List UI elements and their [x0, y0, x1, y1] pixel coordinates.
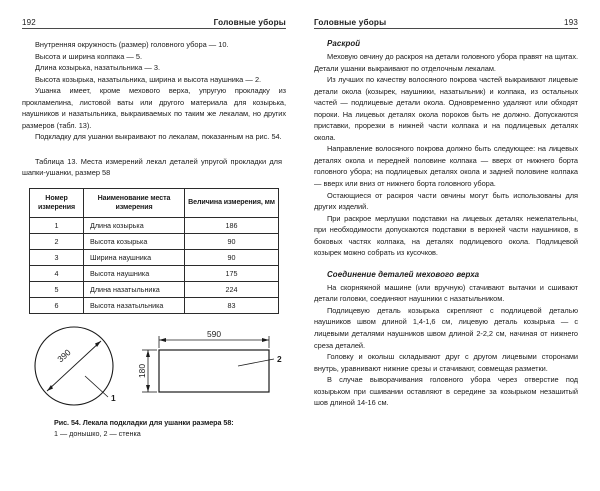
cell-number: 3 — [30, 249, 84, 265]
figure-caption-legend: 1 — донышко, 2 — стенка — [54, 429, 141, 439]
table-header-cell-number: Номер измерения — [30, 188, 84, 217]
figure-54-drawing — [22, 324, 294, 416]
paragraph-right-1: Меховую овчину до раскроя на детали головного убора правят на щитах. Детали ушанки выкраивают по отделочным лекалам. — [314, 52, 578, 73]
cell-number: 6 — [30, 297, 84, 313]
cell-number: 4 — [30, 265, 84, 281]
cell-value: 224 — [185, 281, 279, 297]
spec-line-3: Длина козырька, назатыльника — 3. — [35, 63, 160, 73]
width-arrowhead-left — [159, 338, 166, 342]
cell-value: 90 — [185, 249, 279, 265]
callout-1-label: 1 — [111, 392, 116, 403]
cell-value: 186 — [185, 217, 279, 233]
callout-1-leader — [85, 376, 108, 397]
paragraph-left-2: Ушанка имеет, кроме мехового верха, упругую прокладку из прокламелина, листовой ваты или другого материала для козырька, наушников и назатыльника, выкраиваемых по таким же лекалам, но других размеров (табл. 13). — [22, 86, 286, 130]
running-head-left — [22, 14, 286, 29]
folio-left: 192 — [22, 18, 36, 27]
measurements-table — [29, 188, 279, 314]
section-heading-raskroy: Раскрой — [327, 39, 361, 48]
running-head-right — [314, 14, 578, 29]
table-row — [30, 217, 279, 233]
section-heading-soedinenie: Соединение деталей мехового верха — [327, 269, 480, 279]
paragraph-right-8: Головку и околыш складывают друг с другом лицевыми сторонами внутрь, уравнивают нижние срезы и стачивают, совмещая разметки. — [314, 352, 578, 373]
table-row — [30, 233, 279, 249]
paragraph-right-6: На скорняжной машине (или вручную) стачивают вытачки и сшивают детали головки, соединяют наушники с назатыльником. — [314, 282, 578, 304]
rect-width-label: 590 — [207, 328, 221, 339]
callout-2-label: 2 — [277, 353, 282, 364]
cell-name: Высота козырька — [84, 233, 185, 249]
page-right — [300, 0, 600, 491]
rect-side-piece — [159, 350, 269, 392]
table-header-row — [30, 188, 279, 217]
height-arrowhead-bottom — [146, 385, 150, 392]
paragraph-right-2: Из лучших по качеству волосяного покрова частей выкраивают лицевые детали окола (козырек, наушники, назатыльник) и колпака, из остальных частей — подлицевые детали окола. Одновременно удаляют или обходят пороки. На лицевых деталях окола пороков быть не должно. Допускаются приставки, прорезки в нижней части колпака и на подлицевых деталях окола. — [314, 75, 578, 142]
table-caption: Таблица 13. Места измерений лекал деталей упругой прокладки для шапки-ушанки, размер 58 — [22, 156, 282, 178]
cell-name: Высота наушника — [84, 265, 185, 281]
paragraph-left-1: Высота козырька, назатыльника, ширина и высота наушника — 2. — [35, 74, 262, 84]
paragraph-right-9: В случае выворачивания головного убора через отверстие под козырьком при сшивании оставляют в середине за козырьком незашитый шов длиной 14-16 см. — [314, 375, 578, 408]
spec-line-1: Внутренняя окружность (размер) головного убора — 10. — [35, 40, 229, 49]
paragraph-left-3: Подкладку для ушанки выкраивают по лекалам, показанным на рис. 54. — [35, 132, 282, 142]
cell-number: 5 — [30, 281, 84, 297]
table-row — [30, 281, 279, 297]
table-row — [30, 297, 279, 313]
running-title-left: Головные уборы — [213, 18, 286, 27]
rect-height-label: 180 — [137, 363, 147, 378]
table-row — [30, 265, 279, 281]
spec-line-2: Высота и ширина колпака — 5. — [35, 51, 143, 61]
table-header-cell-value: Величина измерения, мм — [185, 188, 279, 217]
cell-name: Длина козырька — [84, 217, 185, 233]
running-title-right: Головные уборы — [314, 18, 387, 27]
paragraph-right-4: Остающиеся от раскроя части овчины могут быть использованы для других изделий. — [314, 190, 578, 212]
cell-number: 1 — [30, 217, 84, 233]
width-arrowhead-right — [262, 338, 269, 342]
paragraph-right-7: Подлицевую деталь козырька скрепляют с подлицевой деталью наушников швом длиной 1,4-1,6 см, лицевую деталь козырька — с лицевыми деталями наушников швом длиной 2-2,2 см, начиная от нижнего среза деталей. — [314, 305, 578, 350]
circle-dimension-label: 390 — [55, 346, 73, 365]
cell-value: 90 — [185, 233, 279, 249]
cell-number: 2 — [30, 233, 84, 249]
paragraph-right-3: Направление волосяного покрова должно быть следующее: на лицевых деталях окола и передней половине колпака — вверх от нижнего борта головного убора; на подлицевых деталях окола и задней половине колпака — вверх или вниз от нижнего борта головного убора. — [314, 144, 578, 189]
figure-54 — [22, 324, 286, 439]
cell-value: 175 — [185, 265, 279, 281]
table-header-cell-name: Наименование места измерения — [84, 188, 185, 217]
paragraph-right-5: При раскрое мерлушки подставки на лицевых деталях нежелательны, при необходимости допускаются подставки в верхней части наушников, в боковых частях колпака, на деталях подлицевого окола. Подлицевой козырек можно собрать из кусочков. — [314, 213, 578, 258]
cell-name: Ширина наушника — [84, 249, 185, 265]
cell-value: 83 — [185, 297, 279, 313]
height-arrowhead-top — [146, 350, 150, 357]
folio-right: 193 — [564, 18, 578, 27]
figure-caption: Рис. 54. Лекала подкладки для ушанки размера 58: — [54, 417, 234, 427]
table-row — [30, 249, 279, 265]
cell-name: Высота назатыльника — [84, 297, 185, 313]
cell-name: Длина назатыльника — [84, 281, 185, 297]
